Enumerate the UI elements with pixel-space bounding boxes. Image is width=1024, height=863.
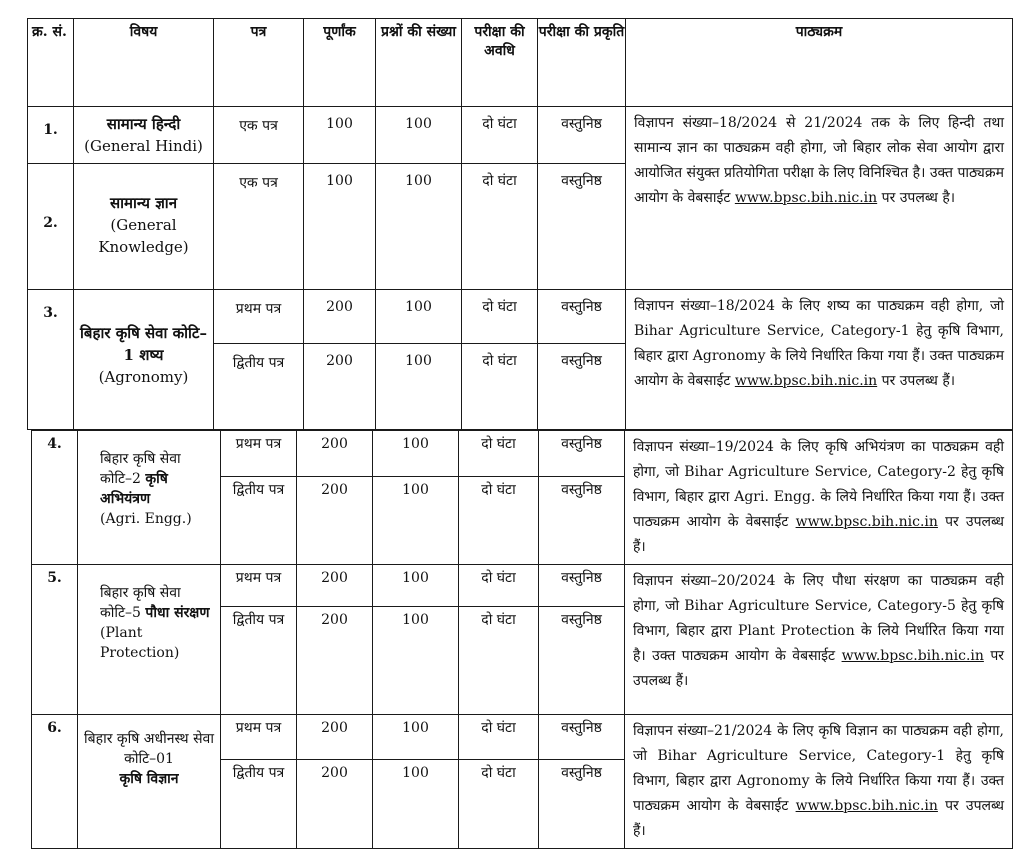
table-row — [32, 565, 1013, 607]
table-row — [32, 715, 1013, 760]
header-sno: क्र. सं. — [28, 19, 74, 107]
subject-hindi: बिहार कृषि सेवा कोटि–2 — [100, 451, 181, 487]
row-subject — [78, 565, 221, 715]
bpsc-website-link[interactable]: www.bpsc.bih.nic.in — [734, 190, 878, 206]
table-row — [28, 107, 1013, 164]
row-duration: दो घंटा — [459, 565, 539, 607]
header-num-questions: प्रश्नों की संख्या — [376, 19, 462, 107]
syllabus-post: पर उपलब्ध हैं। — [633, 798, 1005, 839]
subject-bold: कृषि अभियंत्रण — [100, 471, 168, 507]
row-questions: 100 — [373, 715, 459, 760]
subject-bold: कृषि विज्ञान — [119, 771, 179, 787]
subject-hindi: सामान्य हिन्दी — [106, 115, 181, 133]
bpsc-website-link[interactable]: www.bpsc.bih.nic.in — [795, 798, 938, 814]
row-questions: 100 — [373, 565, 459, 607]
row-questions: 100 — [376, 107, 462, 164]
syllabus-post: पर उपलब्ध हैं। — [881, 373, 956, 389]
syllabus-text: विज्ञापन संख्या–18/2024 के लिए शष्य का पाठ्यक्रम वही होगा, जो Bihar Agriculture Service, Category-1 हेतु कृषि विभाग, बिहार द्वारा Agronomy के लिये निर्धारित किया गया हैं। उक्त पाठ्यक्रम आयोग के वेबसाईट — [634, 298, 1004, 389]
row-sno: 1. — [28, 107, 74, 164]
row-nature: वस्तुनिष्ठ — [538, 164, 626, 290]
row-paper: प्रथम पत्र — [221, 565, 297, 607]
row-paper: एक पत्र — [214, 164, 304, 290]
row-paper: द्वितीय पत्र — [221, 759, 297, 848]
row-marks: 200 — [304, 344, 376, 430]
row-questions: 100 — [373, 759, 459, 848]
row-marks: 200 — [297, 759, 373, 848]
row-nature: वस्तुनिष्ठ — [538, 344, 626, 430]
exam-table-lower — [31, 430, 1013, 849]
row-paper: द्वितीय पत्र — [214, 344, 304, 430]
row-paper: एक पत्र — [214, 107, 304, 164]
row-nature: वस्तुनिष्ठ — [539, 431, 625, 477]
row-sno: 2. — [28, 164, 74, 290]
row-marks: 200 — [304, 290, 376, 344]
row-paper: प्रथम पत्र — [214, 290, 304, 344]
syllabus-cell-6 — [625, 715, 1013, 849]
header-row — [28, 19, 1013, 107]
row-subject — [74, 107, 214, 164]
header-nature: परीक्षा की प्रकृति — [538, 19, 626, 107]
bpsc-website-link[interactable]: www.bpsc.bih.nic.in — [734, 373, 878, 389]
header-paper: पत्र — [214, 19, 304, 107]
subject-bold: पौधा संरक्षण — [145, 605, 210, 621]
row-nature: वस्तुनिष्ठ — [539, 477, 625, 565]
row-sno: 6. — [32, 715, 78, 849]
subject-hindi: बिहार कृषि सेवा कोटि–5 — [100, 585, 181, 621]
row-sno: 4. — [32, 431, 78, 565]
row-nature: वस्तुनिष्ठ — [539, 607, 625, 715]
row-questions: 100 — [376, 164, 462, 290]
subject-hindi: बिहार कृषि अधीनस्थ सेवा कोटि–01 — [84, 731, 214, 767]
header-syllabus: पाठ्यक्रम — [626, 19, 1013, 107]
row-marks: 200 — [297, 431, 373, 477]
bpsc-website-link[interactable]: www.bpsc.bih.nic.in — [841, 648, 984, 664]
syllabus-post: पर उपलब्ध हैं। — [633, 648, 1005, 689]
row-nature: वस्तुनिष्ठ — [539, 759, 625, 848]
subject-hindi: सामान्य ज्ञान — [109, 194, 178, 212]
syllabus-text: विज्ञापन संख्या–20/2024 के लिए पौधा संरक्षण का पाठ्यक्रम वही होगा, जो Bihar Agriculture Service, Category-5 हेतु कृषि विभाग, बिहार द्वारा Plant Protection के लिये निर्धारित किया गया है। उक्त पाठ्यक्रम आयोग के वेबसाईट — [633, 573, 1004, 664]
syllabus-text: विज्ञापन संख्या–19/2024 के लिए कृषि अभियंत्रण का पाठ्यक्रम वही होगा, जो Bihar Agriculture Service, Category-2 हेतु कृषि विभाग, बिहार द्वारा Agri. Engg. के लिये निर्धारित किया गया हैं। उक्त पाठ्यक्रम आयोग के वेबसाईट — [633, 439, 1004, 530]
table-row — [32, 431, 1013, 477]
row-marks: 200 — [297, 565, 373, 607]
row-duration: दो घंटा — [462, 290, 538, 344]
header-duration: परीक्षा की अवधि — [462, 19, 538, 107]
row-duration: दो घंटा — [459, 607, 539, 715]
row-paper: प्रथम पत्र — [221, 431, 297, 477]
row-nature: वस्तुनिष्ठ — [538, 290, 626, 344]
syllabus-text: विज्ञापन संख्या–18/2024 से 21/2024 तक के लिए हिन्दी तथा सामान्य ज्ञान का पाठ्यक्रम वही होगा, जो बिहार लोक सेवा आयोग द्वारा आयोजित संयुक्त प्रतियोगिता परीक्षा के लिए विनिश्चित है। उक्त पाठ्यक्रम आयोग के वेबसाईट — [634, 115, 1004, 206]
syllabus-text: विज्ञापन संख्या–21/2024 के लिए कृषि विज्ञान का पाठ्यक्रम वही होगा, जो Bihar Agriculture Service, Category-1 हेतु कृषि विभाग, बिहार द्वारा Agronomy के लिये निर्धारित किया गया हैं। उक्त पाठ्यक्रम आयोग के वेबसाईट — [633, 723, 1004, 814]
row-duration: दो घंटा — [459, 431, 539, 477]
syllabus-cell-5 — [625, 565, 1013, 715]
row-duration: दो घंटा — [462, 344, 538, 430]
row-paper: द्वितीय पत्र — [221, 607, 297, 715]
row-questions: 100 — [376, 344, 462, 430]
row-subject — [74, 290, 214, 430]
row-sno: 5. — [32, 565, 78, 715]
syllabus-cell-1-2 — [626, 107, 1013, 290]
row-questions: 100 — [373, 431, 459, 477]
row-questions: 100 — [373, 477, 459, 565]
row-marks: 200 — [297, 715, 373, 760]
header-subject: विषय — [74, 19, 214, 107]
row-marks: 100 — [304, 164, 376, 290]
subject-english: (Agronomy) — [98, 368, 189, 386]
row-duration: दो घंटा — [459, 715, 539, 760]
row-subject — [78, 431, 221, 565]
row-marks: 200 — [297, 607, 373, 715]
row-marks: 200 — [297, 477, 373, 565]
subject-english: (Plant Protection) — [100, 625, 180, 661]
row-marks: 100 — [304, 107, 376, 164]
subject-english: (General Hindi) — [84, 137, 203, 155]
row-paper: द्वितीय पत्र — [221, 477, 297, 565]
row-subject — [78, 715, 221, 849]
syllabus-cell-4 — [625, 431, 1013, 565]
row-subject — [74, 164, 214, 290]
row-duration: दो घंटा — [462, 107, 538, 164]
subject-hindi: बिहार कृषि सेवा कोटि–1 शष्य — [80, 324, 207, 364]
row-duration: दो घंटा — [459, 477, 539, 565]
row-paper: प्रथम पत्र — [221, 715, 297, 760]
subject-english: (Agri. Engg.) — [100, 511, 192, 527]
row-nature: वस्तुनिष्ठ — [539, 715, 625, 760]
row-duration: दो घंटा — [462, 164, 538, 290]
row-questions: 100 — [373, 607, 459, 715]
header-full-marks: पूर्णांक — [304, 19, 376, 107]
row-duration: दो घंटा — [459, 759, 539, 848]
bpsc-website-link[interactable]: www.bpsc.bih.nic.in — [795, 514, 938, 530]
row-questions: 100 — [376, 290, 462, 344]
row-sno: 3. — [28, 290, 74, 430]
row-nature: वस्तुनिष्ठ — [538, 107, 626, 164]
subject-english: (General Knowledge) — [98, 216, 189, 256]
row-nature: वस्तुनिष्ठ — [539, 565, 625, 607]
syllabus-cell-3 — [626, 290, 1013, 430]
syllabus-post: पर उपलब्ध है। — [881, 190, 956, 206]
table-row — [28, 290, 1013, 344]
syllabus-post: पर उपलब्ध हैं। — [633, 514, 1005, 555]
exam-table-upper — [27, 18, 1013, 430]
